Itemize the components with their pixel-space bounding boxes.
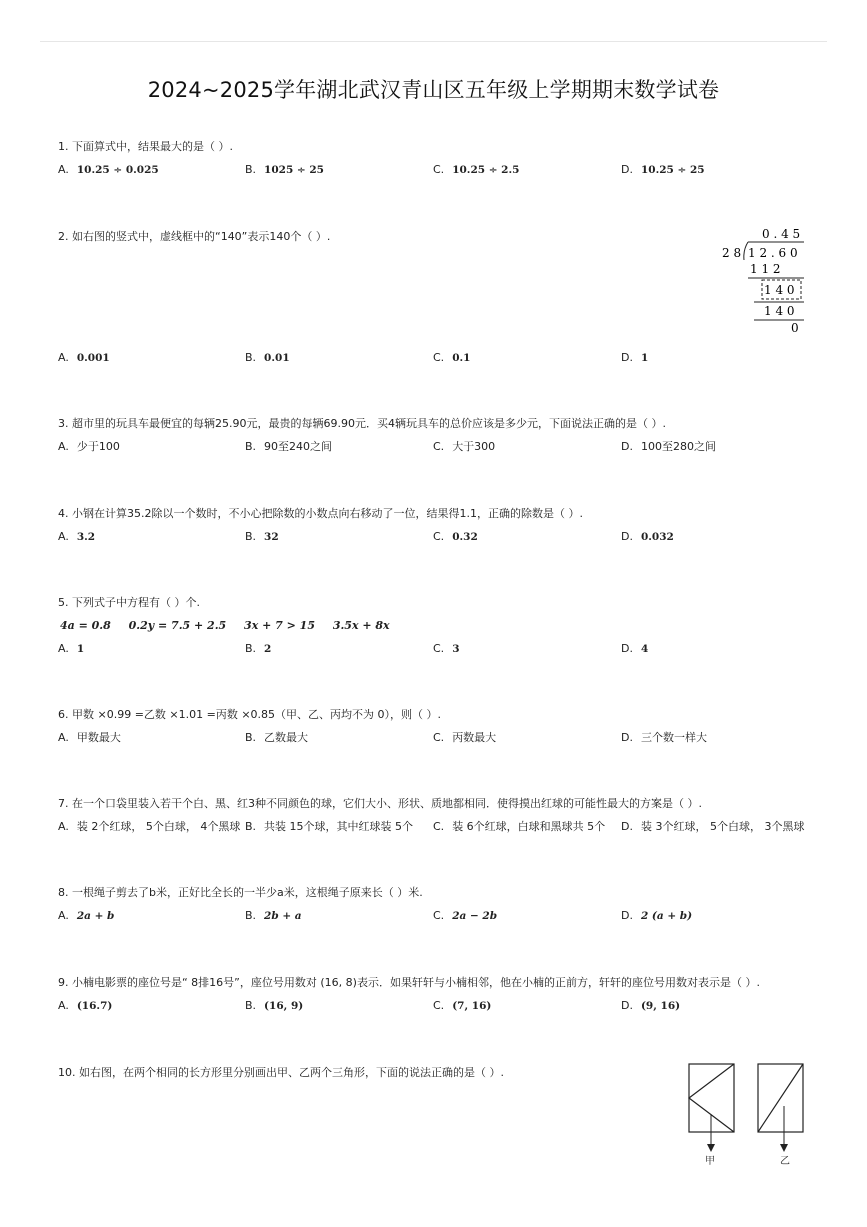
q7-option-d[interactable]: D. 装 3个红球， 5个白球， 3个黑球 <box>621 820 805 833</box>
question-5-stem: 5. 下列式子中方程有（ ）个. <box>58 596 200 609</box>
question-8-stem: 8. 一根绳子剪去了b米，正好比全长的一半少a米，这根绳子原来长（ ）米. <box>58 886 423 899</box>
q3-option-c[interactable]: C. 大于300 <box>433 440 496 453</box>
q8-option-c[interactable]: C. 2a − 2b <box>433 909 498 922</box>
question-10-stem: 10. 如右图，在两个相同的长方形里分别画出甲、乙两个三角形，下面的说法正确的是（ ）. <box>58 1066 504 1079</box>
q2-option-b[interactable]: B. 0.01 <box>245 351 290 364</box>
header-rule <box>40 41 827 42</box>
q6-option-b[interactable]: B. 乙数最大 <box>245 731 309 744</box>
q2-option-d[interactable]: D. 1 <box>621 351 649 364</box>
division-dividend: 1 2 . 6 0 <box>748 246 798 260</box>
q7-option-b[interactable]: B. 共装 15个球，其中红球装 5个 <box>245 820 414 833</box>
q2-option-c[interactable]: C. 0.1 <box>433 351 471 364</box>
page-title: 2024~2025学年湖北武汉青山区五年级上学期期末数学试卷 <box>147 78 720 102</box>
q3-option-d[interactable]: D. 100至280之间 <box>621 440 716 453</box>
q1-option-c[interactable]: C. 10.25 ÷ 2.5 <box>433 163 520 176</box>
division-step1: 1 1 2 <box>750 262 781 276</box>
q6-option-d[interactable]: D. 三个数一样大 <box>621 731 707 744</box>
q3-option-a[interactable]: A. 少于100 <box>58 440 120 453</box>
q1-option-b[interactable]: B. 1025 ÷ 25 <box>245 163 324 176</box>
expression: 3.5x + 8x <box>332 619 390 632</box>
question-9-stem: 9. 小楠电影票的座位号是“ 8排16号”，座位号用数对 (16, 8)表示．如果轩轩与小楠相邻，他在小楠的正前方，轩轩的座位号用数对表示是（ ）. <box>58 976 760 989</box>
division-step2: 1 4 0 <box>764 304 795 318</box>
q8-option-d[interactable]: D. 2 (a + b) <box>621 909 693 922</box>
q1-option-a[interactable]: A. 10.25 ÷ 0.025 <box>58 163 159 176</box>
q5-expressions <box>60 619 404 632</box>
question-6-stem: 6. 甲数 ×0.99 =乙数 ×1.01 =丙数 ×0.85（甲、乙、丙均不为 0），则（ ）. <box>58 708 442 721</box>
q4-option-a[interactable]: A. 3.2 <box>58 530 96 543</box>
q8-option-b[interactable]: B. 2b + a <box>245 909 302 922</box>
q6-option-c[interactable]: C. 丙数最大 <box>433 731 497 744</box>
q2-option-a[interactable]: A. 0.001 <box>58 351 110 364</box>
q9-option-d[interactable]: D. (9, 16) <box>621 999 681 1012</box>
question-4-stem: 4. 小钢在计算35.2除以一个数时，不小心把除数的小数点向右移动了一位，结果得1.1，正确的除数是（ ）. <box>58 507 583 520</box>
division-quotient: 0 . 4 5 <box>762 227 801 241</box>
division-remainder: 0 <box>791 321 799 335</box>
q7-option-c[interactable]: C. 装 6个红球，白球和黑球共 5个 <box>433 820 606 833</box>
q5-option-a[interactable]: A. 1 <box>58 642 85 655</box>
figure-label-yi: 乙 <box>780 1156 790 1167</box>
q9-option-a[interactable]: A. (16.7) <box>58 999 113 1012</box>
question-2-stem: 2. 如右图的竖式中，虚线框中的“140”表示140个（ ）. <box>58 230 331 243</box>
q5-option-d[interactable]: D. 4 <box>621 642 649 655</box>
q4-option-d[interactable]: D. 0.032 <box>621 530 674 543</box>
q9-option-c[interactable]: C. (7, 16) <box>433 999 492 1012</box>
rectangles-triangles-figure <box>683 1058 813 1170</box>
q6-option-a[interactable]: A. 甲数最大 <box>58 731 121 744</box>
question-7-stem: 7. 在一个口袋里装入若干个白、黑、红3种不同颜色的球，它们大小、形状、质地都相同．使得摸出红球的可能性最大的方案是（ ）. <box>58 797 702 810</box>
division-divisor: 2 8 <box>722 246 742 260</box>
q5-option-c[interactable]: C. 3 <box>433 642 460 655</box>
figure-label-jia: 甲 <box>705 1156 715 1167</box>
long-division-figure <box>712 222 812 338</box>
q4-option-b[interactable]: B. 32 <box>245 530 279 543</box>
q8-option-a[interactable]: A. 2a + b <box>58 909 115 922</box>
q3-option-b[interactable]: B. 90至240之间 <box>245 440 333 453</box>
q7-option-a[interactable]: A. 装 2个红球， 5个白球， 4个黑球 <box>58 820 241 833</box>
q1-option-d[interactable]: D. 10.25 ÷ 25 <box>621 163 705 176</box>
q9-option-b[interactable]: B. (16, 9) <box>245 999 304 1012</box>
expression: 0.2y = 7.5 + 2.5 <box>128 619 227 632</box>
question-1-stem: 1. 下面算式中，结果最大的是（ ）. <box>58 140 233 153</box>
division-boxed: 1 4 0 <box>764 283 795 297</box>
question-3-stem: 3. 超市里的玩具车最便宜的每辆25.90元，最贵的每辆69.90元．买4辆玩具车的总价应该是多少元，下面说法正确的是（ ）. <box>58 417 666 430</box>
expression: 4a = 0.8 <box>60 619 111 632</box>
q5-option-b[interactable]: B. 2 <box>245 642 272 655</box>
expression: 3x + 7 > 15 <box>244 619 315 632</box>
q4-option-c[interactable]: C. 0.32 <box>433 530 478 543</box>
